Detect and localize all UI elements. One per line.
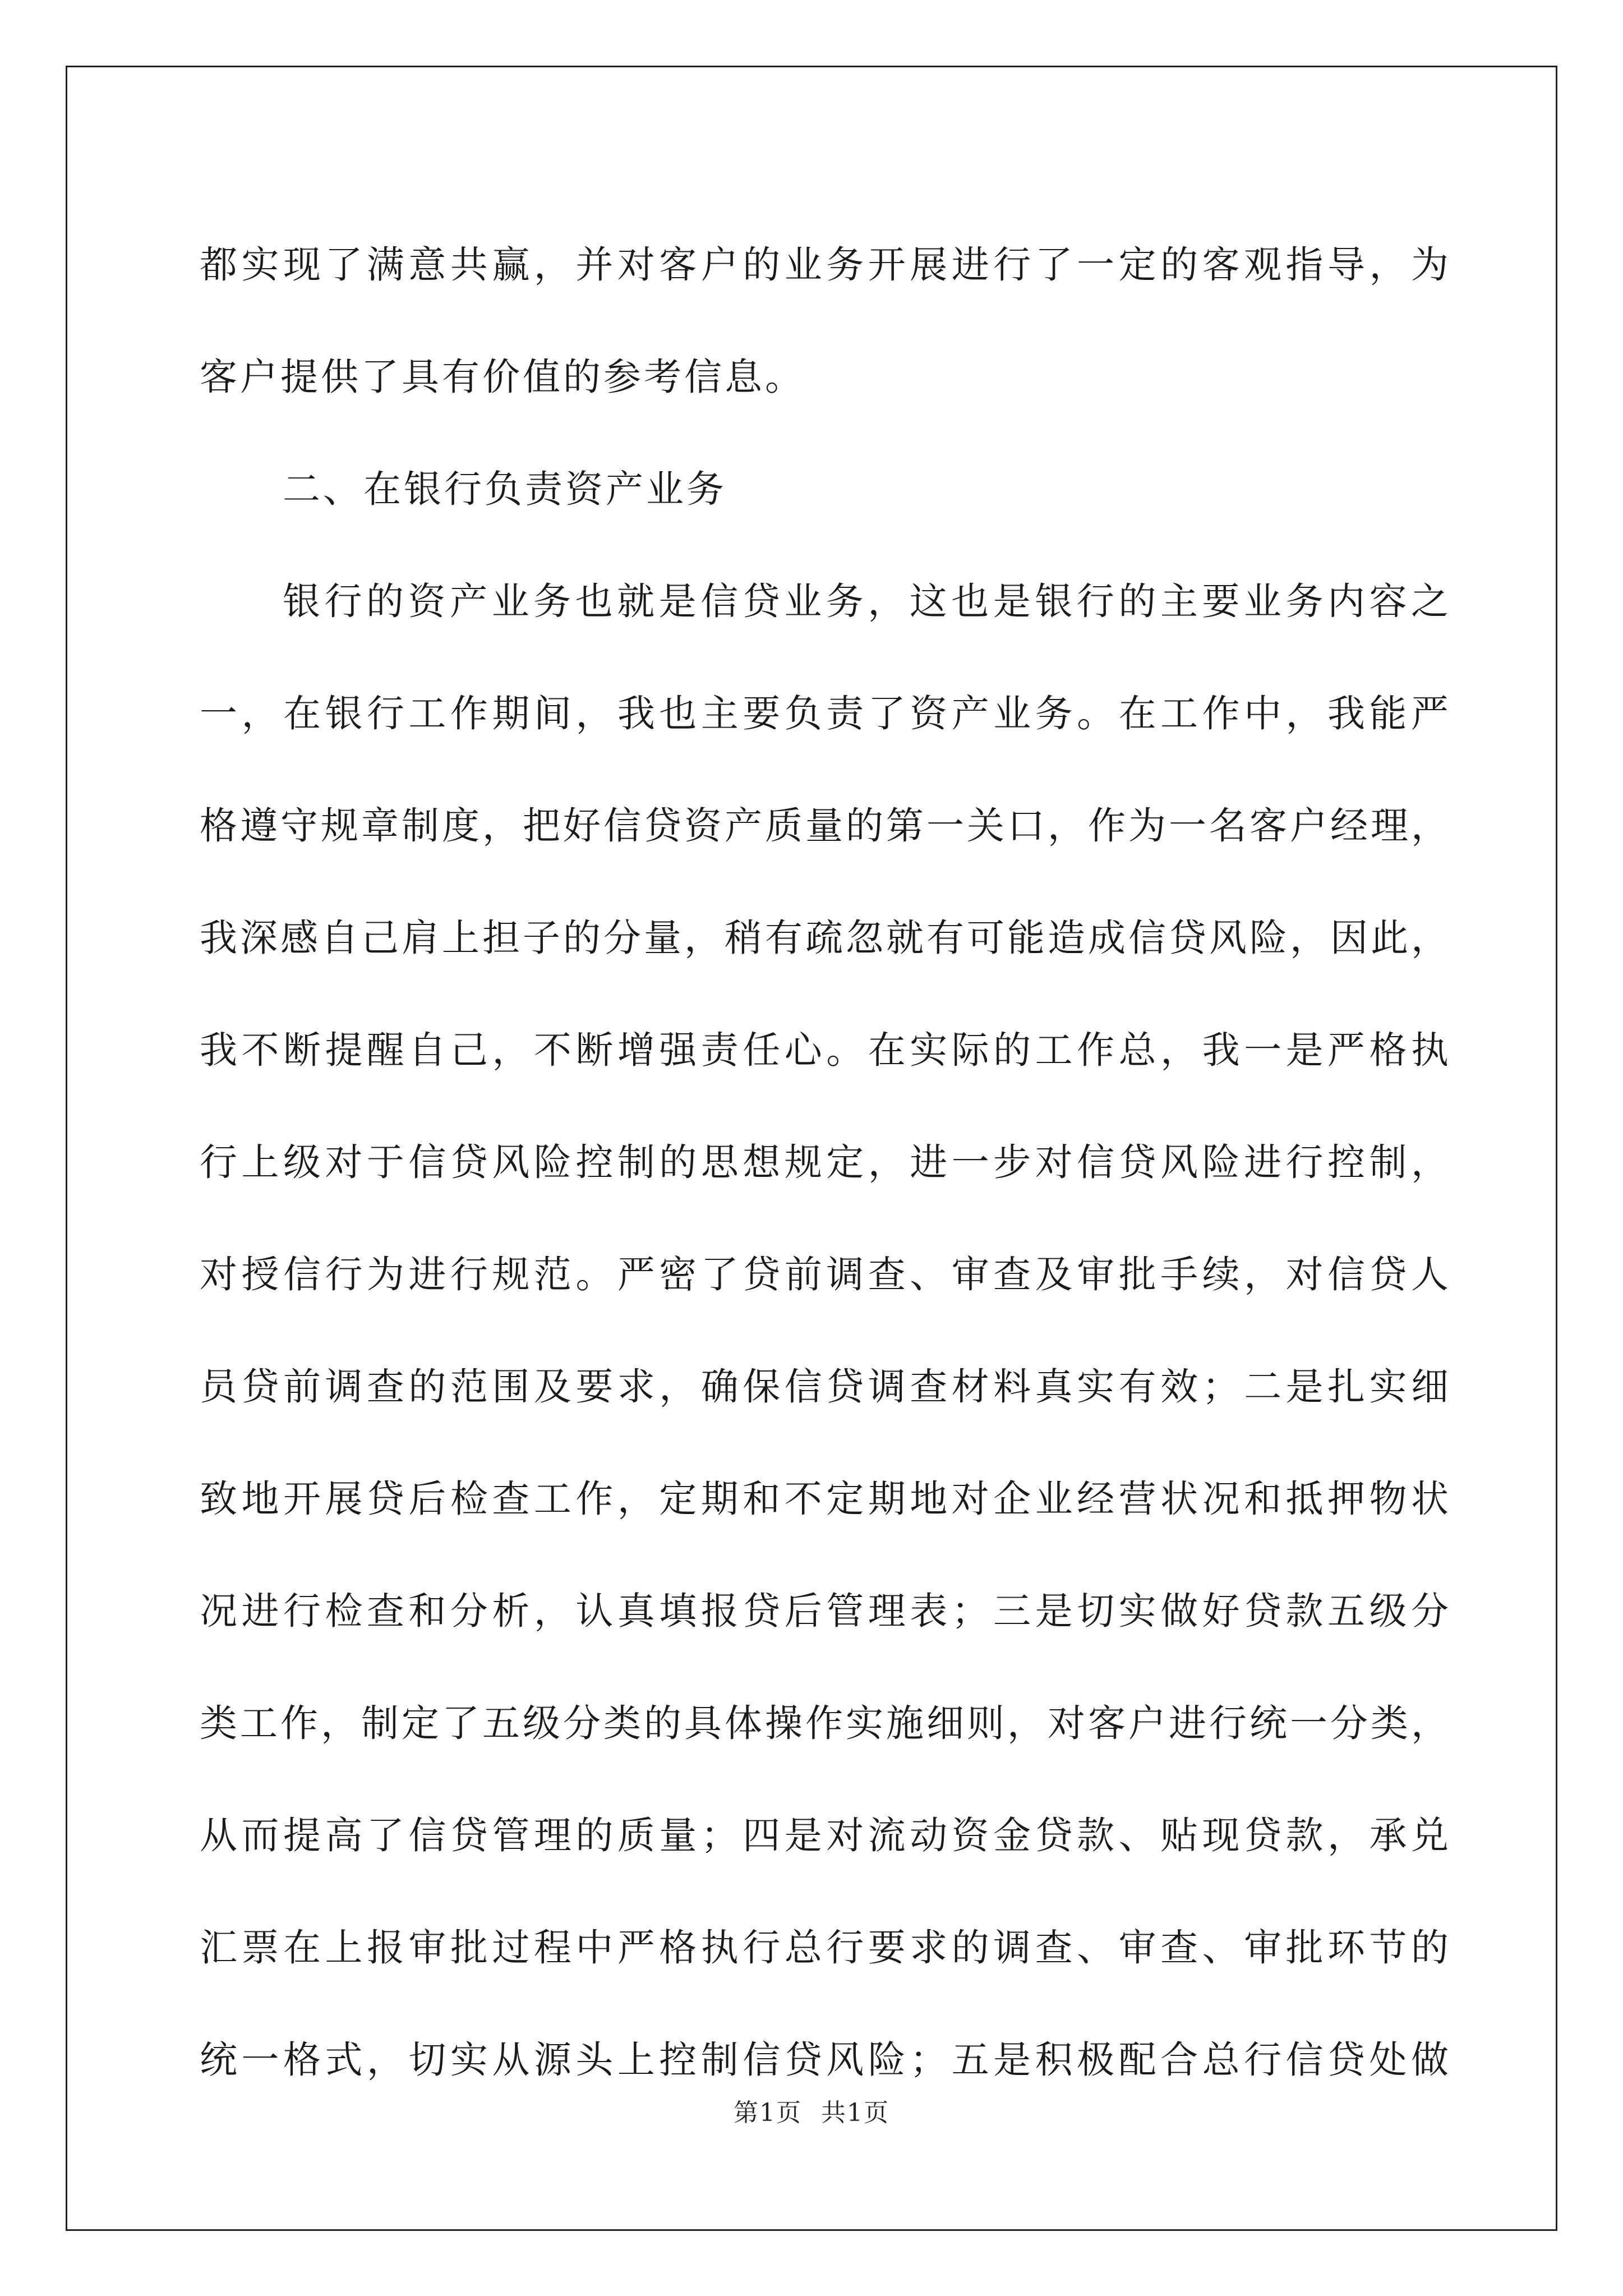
text-line: 都实现了满意共赢，并对客户的业务开展进行了一定的客观指导，为 <box>200 243 1451 287</box>
text-line: 客户提供了具有价值的参考信息。 <box>200 355 805 399</box>
page-footer <box>0 2092 1623 2128</box>
text-line: 行上级对于信贷风险控制的思想规定，进一步对信贷风险进行控制， <box>200 1140 1451 1184</box>
text-line: 员贷前调查的范围及要求，确保信贷调查材料真实有效；二是扎实细 <box>200 1365 1451 1409</box>
document-body <box>200 209 1451 2116</box>
text-line: 我不断提醒自己，不断增强责任心。在实际的工作总，我一是严格执 <box>200 1028 1451 1072</box>
page-number-total: 共1页 <box>821 2099 889 2127</box>
text-line: 汇票在上报审批过程中严格执行总行要求的调查、审查、审批环节的 <box>200 1926 1451 1970</box>
paragraph-first-line: 银行的资产业务也就是信贷业务，这也是银行的主要业务内容之 <box>283 579 1451 623</box>
page-number-current: 第1页 <box>734 2099 802 2127</box>
text-line: 对授信行为进行规范。严密了贷前调查、审查及审批手续，对信贷人 <box>200 1253 1451 1296</box>
text-line: 一，在银行工作期间，我也主要负责了资产业务。在工作中，我能严 <box>200 692 1451 735</box>
text-line: 类工作，制定了五级分类的具体操作实施细则，对客户进行统一分类， <box>200 1701 1451 1745</box>
text-line: 从而提高了信贷管理的质量；四是对流动资金贷款、贴现贷款，承兑 <box>200 1814 1451 1857</box>
text-line: 我深感自己肩上担子的分量，稍有疏忽就有可能造成信贷风险，因此， <box>200 916 1451 960</box>
text-line: 况进行检查和分析，认真填报贷后管理表；三是切实做好贷款五级分 <box>200 1589 1451 1633</box>
text-line: 致地开展贷后检查工作，定期和不定期地对企业经营状况和抵押物状 <box>200 1477 1451 1521</box>
text-line: 格遵守规章制度，把好信贷资产质量的第一关口，作为一名客户经理， <box>200 804 1451 848</box>
text-line: 统一格式，切实从源头上控制信贷风险；五是积极配合总行信贷处做 <box>200 2038 1451 2082</box>
section-heading: 二、在银行负责资产业务 <box>283 467 727 511</box>
